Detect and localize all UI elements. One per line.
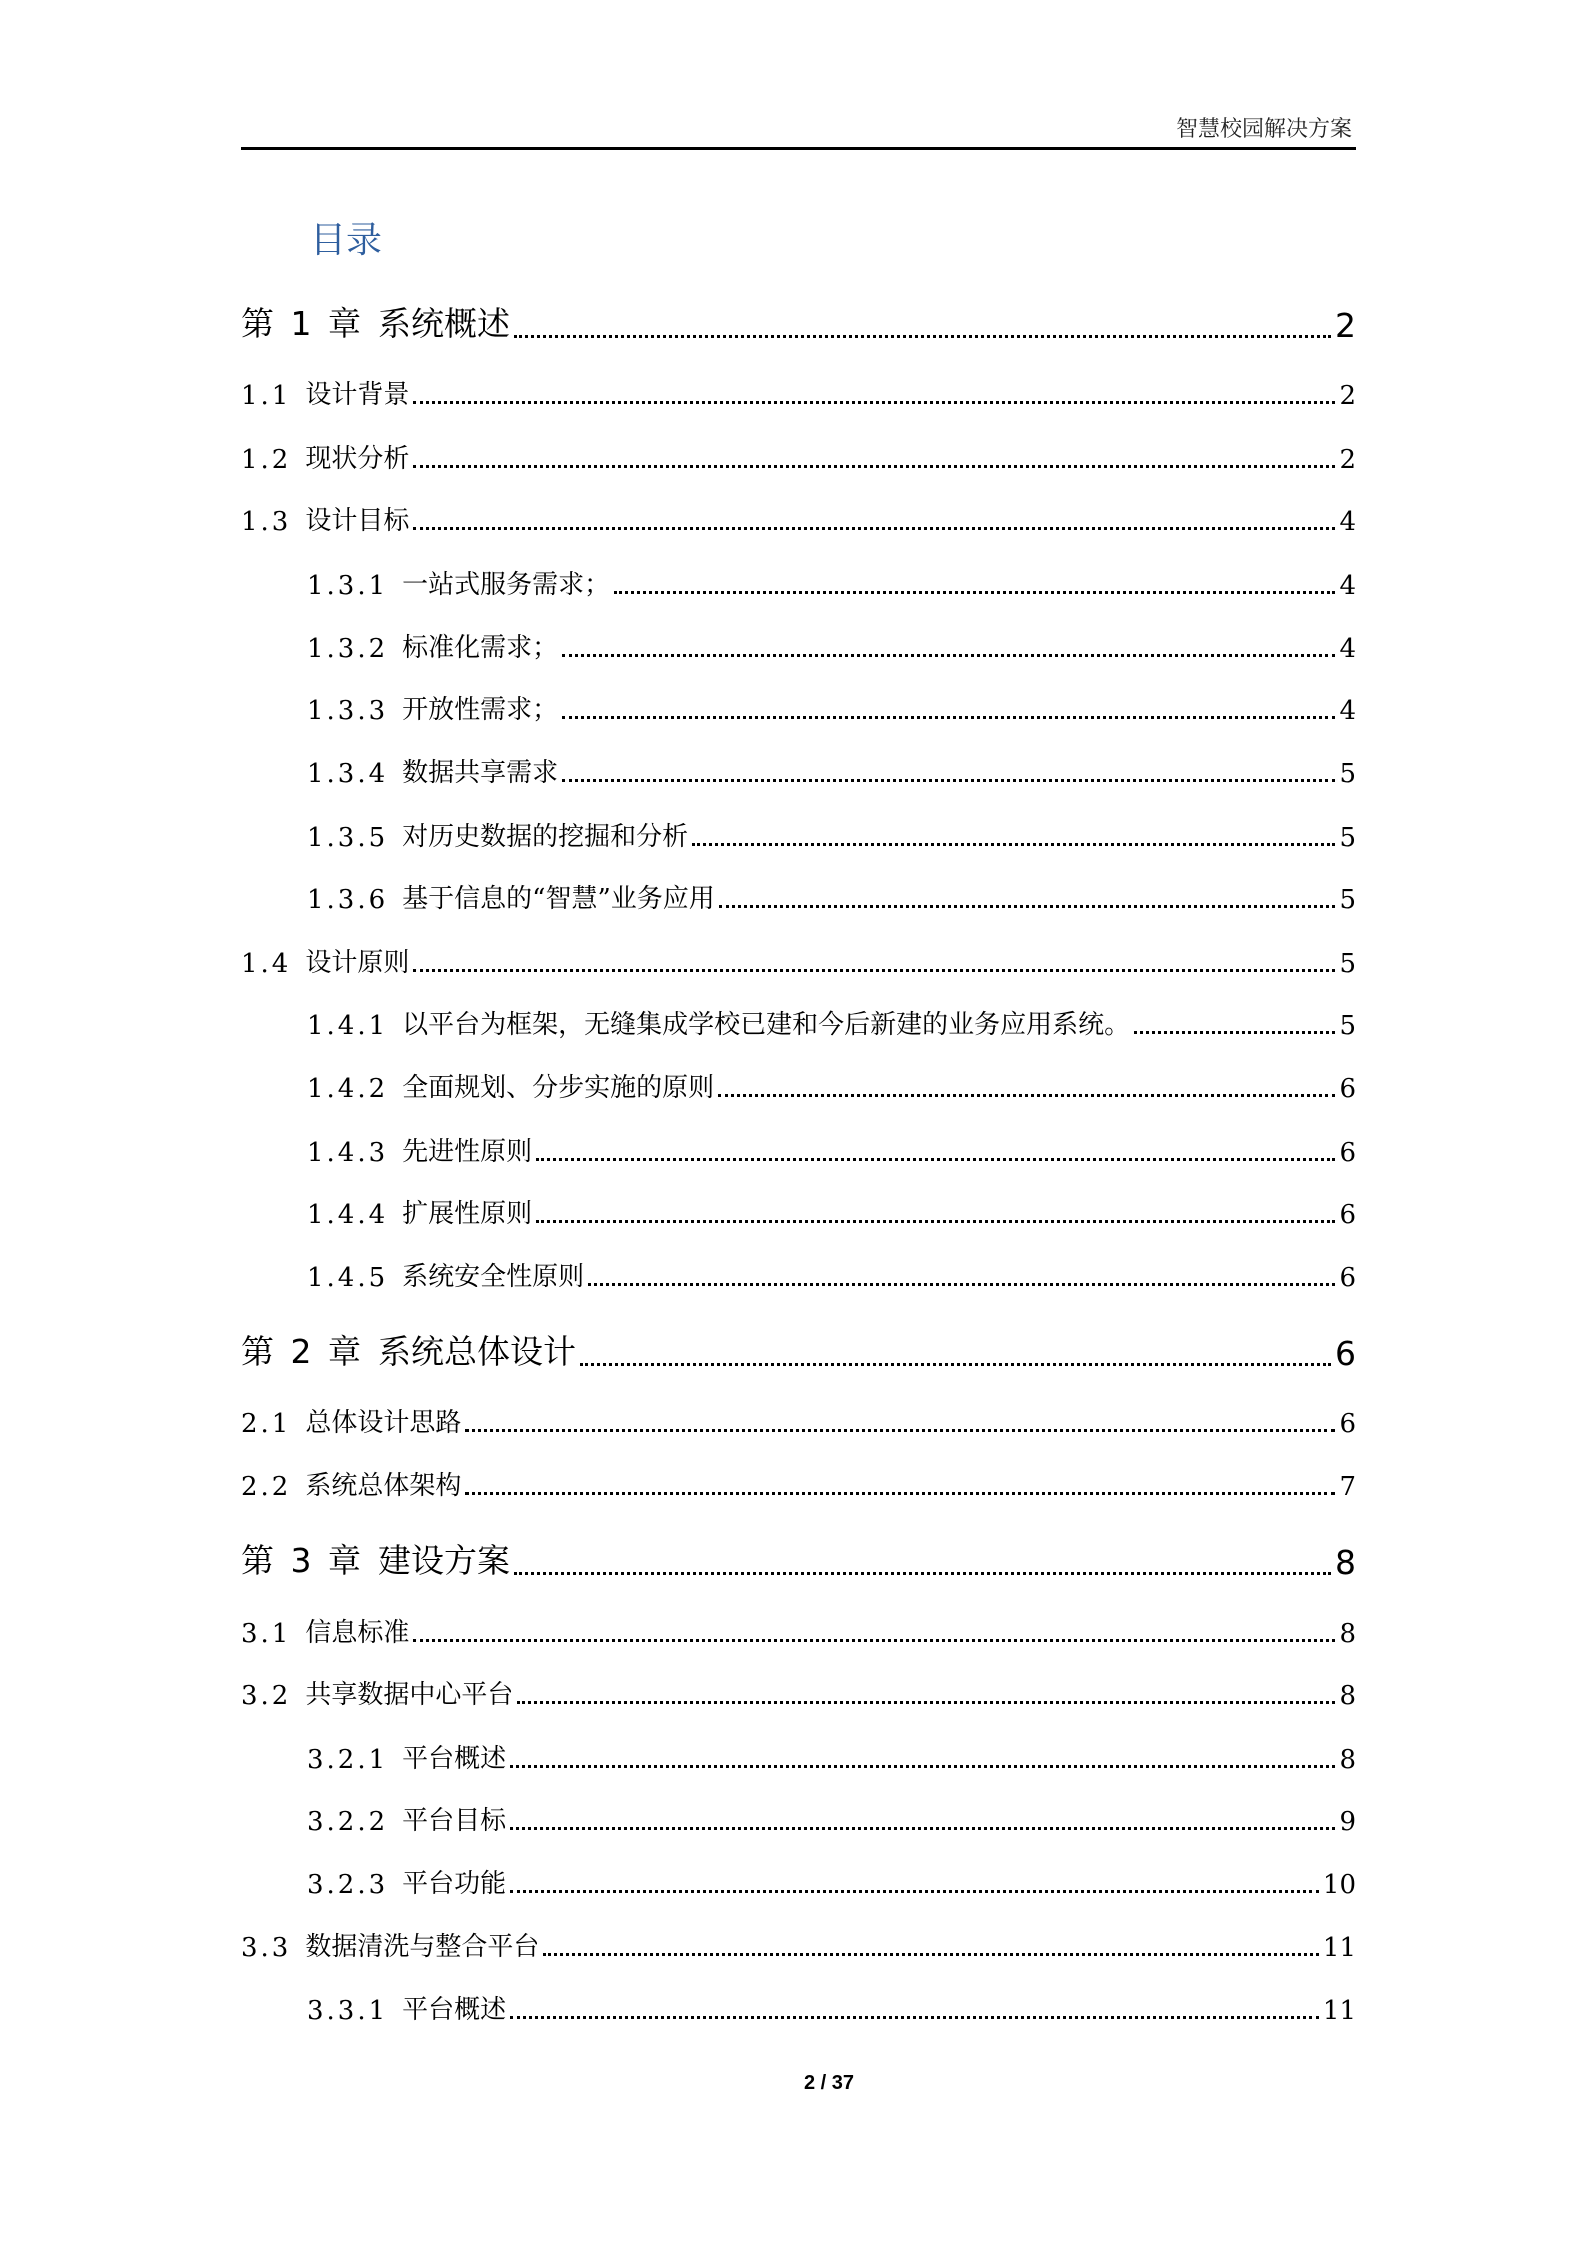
- toc-entry-title: 建设方案: [377, 1541, 510, 1580]
- toc-entry-number: 1.3.1: [307, 571, 389, 601]
- toc-title: 目录: [310, 220, 383, 261]
- toc-entry[interactable]: [241, 438, 1356, 475]
- toc-entry-title: 平台概述: [402, 1995, 507, 2025]
- toc-entry[interactable]: [307, 1738, 1356, 1775]
- toc-entry-page: 5: [1339, 1011, 1356, 1041]
- toc-entry-page: 6: [1335, 1334, 1356, 1373]
- toc-leader-dots: [719, 905, 1336, 908]
- toc-entry-number: 1.3.5: [307, 823, 389, 853]
- toc-leader-dots: [580, 1363, 1331, 1366]
- toc-entry[interactable]: [307, 1067, 1356, 1104]
- toc-entry[interactable]: [241, 1402, 1356, 1439]
- toc-leader-dots: [413, 969, 1335, 972]
- toc-entry-title: 设计背景: [305, 380, 410, 410]
- toc-entry-page: 4: [1339, 571, 1356, 601]
- toc-leader-dots: [517, 1701, 1335, 1704]
- toc-entry-page: 6: [1339, 1074, 1356, 1104]
- toc-entry-page: 11: [1322, 1996, 1356, 2026]
- toc-entry-page: 8: [1335, 1543, 1356, 1582]
- toc-entry-page: 2: [1339, 445, 1356, 475]
- toc-leader-dots: [465, 1492, 1335, 1495]
- toc-entry-title: 数据清洗与整合平台: [305, 1932, 540, 1962]
- toc-leader-dots: [562, 779, 1335, 782]
- toc-leader-dots: [614, 591, 1335, 594]
- toc-entry-number: 3.3: [241, 1933, 292, 1963]
- toc-leader-dots: [536, 1220, 1335, 1223]
- toc-entry-title: 现状分析: [305, 444, 410, 474]
- toc-entry-title: 平台概述: [402, 1744, 507, 1774]
- toc-entry-number: 3.2.1: [307, 1745, 389, 1775]
- toc-entry-page: 7: [1339, 1472, 1356, 1502]
- toc-entry-number: 1.4.5: [307, 1263, 389, 1293]
- toc-entry-title: 总体设计思路: [305, 1408, 462, 1438]
- toc-entry[interactable]: [307, 1989, 1356, 2026]
- toc-entry-title: 先进性原则: [402, 1137, 533, 1167]
- toc-entry[interactable]: [307, 1004, 1356, 1041]
- toc-leader-dots: [510, 1890, 1319, 1893]
- toc-entry[interactable]: [241, 374, 1356, 411]
- toc-entry-number: 第 3 章: [241, 1541, 364, 1580]
- toc-entry-number: 1.3: [241, 507, 292, 537]
- toc-leader-dots: [510, 2016, 1319, 2019]
- toc-entry-title: 数据共享需求: [402, 758, 559, 788]
- toc-entry-page: 8: [1339, 1619, 1356, 1649]
- toc-entry[interactable]: [307, 1256, 1356, 1293]
- toc-entry-page: 6: [1339, 1138, 1356, 1168]
- toc-entry-number: 1.4.1: [307, 1011, 389, 1041]
- toc-entry-number: 第 2 章: [241, 1332, 364, 1371]
- toc-entry-title: 共享数据中心平台: [305, 1680, 514, 1710]
- toc-leader-dots: [514, 335, 1331, 338]
- toc-leader-dots: [413, 465, 1335, 468]
- toc-entry-page: 6: [1339, 1263, 1356, 1293]
- toc-entry-number: 3.2: [241, 1681, 292, 1711]
- toc-entry[interactable]: [241, 1926, 1356, 1963]
- toc-entry[interactable]: [307, 816, 1356, 853]
- toc-entry[interactable]: [307, 1131, 1356, 1168]
- toc-entry-number: 2.2: [241, 1472, 292, 1502]
- toc-entry[interactable]: [307, 689, 1356, 726]
- toc-entry[interactable]: [241, 1326, 1356, 1373]
- toc-leader-dots: [562, 654, 1335, 657]
- toc-entry[interactable]: [241, 1674, 1356, 1711]
- toc-entry-title: 标准化需求；: [402, 633, 559, 663]
- toc-entry-title: 基于信息的“智慧”业务应用: [402, 884, 715, 914]
- toc-leader-dots: [562, 716, 1335, 719]
- toc-leader-dots: [543, 1953, 1319, 1956]
- toc-entry-page: 5: [1339, 759, 1356, 789]
- header-rule: [241, 147, 1356, 150]
- toc-entry-number: 3.3.1: [307, 1996, 389, 2026]
- toc-entry[interactable]: [241, 298, 1356, 345]
- toc-entry-page: 9: [1339, 1807, 1356, 1837]
- toc-entry-number: 1.4: [241, 949, 292, 979]
- toc-entry-number: 1.3.6: [307, 885, 389, 915]
- toc-leader-dots: [718, 1094, 1335, 1097]
- toc-entry[interactable]: [307, 752, 1356, 789]
- toc-entry-title: 平台功能: [402, 1869, 507, 1899]
- toc-entry-page: 6: [1339, 1409, 1356, 1439]
- toc-entry-page: 5: [1339, 949, 1356, 979]
- toc-entry-number: 2.1: [241, 1409, 292, 1439]
- running-header: 智慧校园解决方案: [1175, 117, 1352, 142]
- toc-entry[interactable]: [307, 627, 1356, 664]
- toc-entry-title: 全面规划、分步实施的原则: [402, 1073, 715, 1103]
- toc-entry-title: 扩展性原则: [402, 1199, 533, 1229]
- toc-entry-page: 11: [1322, 1933, 1356, 1963]
- toc-entry-number: 3.1: [241, 1619, 292, 1649]
- toc-entry-number: 1.3.2: [307, 634, 389, 664]
- toc-entry-page: 4: [1339, 634, 1356, 664]
- toc-entry[interactable]: [241, 942, 1356, 979]
- toc-leader-dots: [1134, 1031, 1335, 1034]
- toc-entry[interactable]: [241, 500, 1356, 537]
- toc-entry-number: 1.4.2: [307, 1074, 389, 1104]
- toc-entry-page: 5: [1339, 885, 1356, 915]
- toc-entry-number: 1.3.4: [307, 759, 389, 789]
- toc-entry-number: 1.4.3: [307, 1138, 389, 1168]
- toc-entry-page: 2: [1339, 381, 1356, 411]
- toc-leader-dots: [413, 527, 1335, 530]
- toc-entry[interactable]: [241, 1465, 1356, 1502]
- toc-leader-dots: [413, 401, 1335, 404]
- toc-entry-number: 3.2.2: [307, 1807, 389, 1837]
- toc-entry-title: 信息标准: [305, 1618, 410, 1648]
- toc-entry-title: 系统安全性原则: [402, 1262, 585, 1292]
- toc-leader-dots: [413, 1639, 1335, 1642]
- toc-leader-dots: [465, 1429, 1335, 1432]
- toc-entry[interactable]: [307, 1800, 1356, 1837]
- toc-entry-title: 对历史数据的挖掘和分析: [402, 822, 689, 852]
- toc-leader-dots: [588, 1283, 1335, 1286]
- toc-entry-title: 系统概述: [377, 304, 510, 343]
- toc-entry-number: 1.4.4: [307, 1200, 389, 1230]
- toc-leader-dots: [510, 1827, 1335, 1830]
- toc-entry-title: 以平台为框架，无缝集成学校已建和今后新建的业务应用系统。: [402, 1010, 1131, 1040]
- toc-entry[interactable]: [241, 1535, 1356, 1582]
- toc-entry-page: 4: [1339, 696, 1356, 726]
- toc-entry[interactable]: [241, 1612, 1356, 1649]
- toc-entry-title: 系统总体设计: [377, 1332, 576, 1371]
- toc-leader-dots: [536, 1158, 1335, 1161]
- toc-leader-dots: [692, 843, 1335, 846]
- toc-entry-title: 设计原则: [305, 948, 410, 978]
- toc-entry-number: 1.3.3: [307, 696, 389, 726]
- toc-entry[interactable]: [307, 1863, 1356, 1900]
- toc-entry-number: 3.2.3: [307, 1870, 389, 1900]
- page-number: 2 / 37: [803, 2072, 855, 2094]
- toc-entry-page: 8: [1339, 1681, 1356, 1711]
- toc-entry-title: 一站式服务需求；: [402, 570, 611, 600]
- toc-entry-page: 5: [1339, 823, 1356, 853]
- toc-entry-number: 1.2: [241, 445, 292, 475]
- toc-entry-number: 第 1 章: [241, 304, 364, 343]
- toc-entry-page: 2: [1335, 306, 1356, 345]
- toc-entry-number: 1.1: [241, 381, 292, 411]
- toc-entry-page: 8: [1339, 1745, 1356, 1775]
- toc-entry-title: 开放性需求；: [402, 695, 559, 725]
- toc-entry-title: 设计目标: [305, 506, 410, 536]
- toc-entry[interactable]: [307, 878, 1356, 915]
- toc-entry[interactable]: [307, 564, 1356, 601]
- toc-leader-dots: [510, 1765, 1335, 1768]
- toc-entry-page: 4: [1339, 507, 1356, 537]
- toc-entry[interactable]: [307, 1193, 1356, 1230]
- toc-entry-title: 平台目标: [402, 1806, 507, 1836]
- toc-entry-page: 10: [1322, 1870, 1356, 1900]
- toc-leader-dots: [514, 1572, 1331, 1575]
- toc-entry-title: 系统总体架构: [305, 1471, 462, 1501]
- toc-entry-page: 6: [1339, 1200, 1356, 1230]
